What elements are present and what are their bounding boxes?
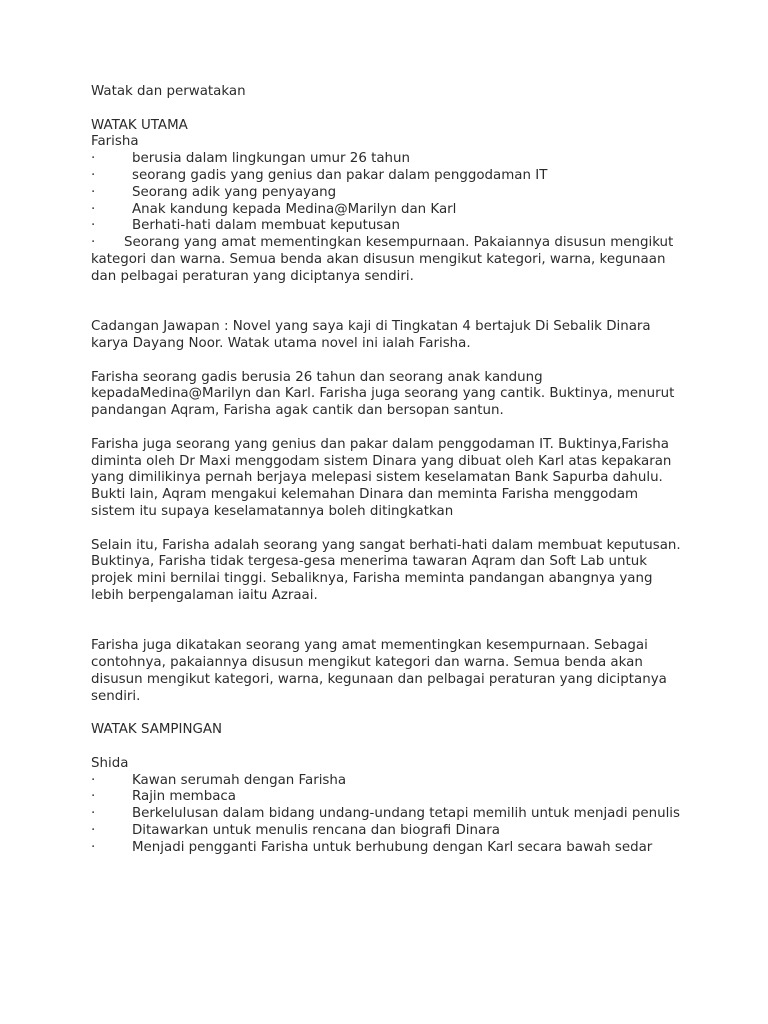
- list-item: [91, 235, 681, 285]
- side-character-name: Shida: [91, 755, 129, 771]
- body-paragraph: Farisha seorang gadis berusia 26 tahun dan seorang anak kandung kepadaMedina@Marilyn dan Karl. Farisha juga seorang yang cantik. Buktinya, menurut pandangan Aqram, Farisha agak cantik dan bersopan santun.: [91, 369, 675, 419]
- list-item-text: Berhati-hati dalam membuat keputusan: [132, 218, 400, 234]
- list-item: [91, 202, 691, 219]
- list-item-text: berusia dalam lingkungan umur 26 tahun: [132, 151, 411, 167]
- body-paragraph: Farisha juga dikatakan seorang yang amat mementingkan kesempurnaan. Sebagai contohnya, pakaiannya disusun mengikut kategori dan warna. Semua benda akan disusun mengikut kategori, warna, kegunaan dan pelbagai peraturan yang diciptanya sendiri.: [91, 638, 667, 704]
- list-item-text: seorang gadis yang genius dan pakar dalam penggodaman IT: [132, 167, 548, 183]
- bullet-symbol: ·: [91, 772, 96, 788]
- answer-intro-paragraph: Cadangan Jawapan : Novel yang saya kaji di Tingkatan 4 bertajuk Di Sebalik Dinara karya Dayang Noor. Watak utama novel ini ialah Farisha.: [91, 319, 651, 351]
- spacer: [91, 353, 691, 370]
- list-item-text: Rajin membaca: [132, 789, 236, 805]
- spacer: [91, 605, 691, 639]
- list-item-text: Seorang adik yang penyayang: [132, 184, 337, 200]
- bullet-symbol: ·: [91, 167, 96, 183]
- list-item: [91, 823, 691, 840]
- list-item: [91, 218, 691, 235]
- spacer: [91, 286, 691, 320]
- document-page: [91, 84, 691, 857]
- spacer: [91, 101, 691, 118]
- list-item: [91, 168, 691, 185]
- list-item-text: Seorang yang amat mementingkan kesempurnaan. Pakaiannya disusun mengikut kategori dan warna. Semua benda akan disusun mengikut kategori, warna, kegunaan dan pelbagai peraturan yang diciptanya sendiri.: [91, 235, 674, 284]
- main-character-name: Farisha: [91, 134, 139, 150]
- list-item: [91, 806, 681, 823]
- bullet-symbol: ·: [91, 839, 96, 855]
- list-item: [91, 185, 691, 202]
- list-item-text: Berkelulusan dalam bidang undang-undang tetapi memilih untuk menjadi penulis: [132, 806, 680, 822]
- main-characters-heading: WATAK UTAMA: [91, 117, 188, 133]
- body-paragraph: Farisha juga seorang yang genius dan pakar dalam penggodaman IT. Buktinya,Farisha diminta oleh Dr Maxi menggodam sistem Dinara yang dibuat oleh Karl atas kepakaran yang dimilikinya pernah berjaya melepasi sistem keselamatan Bank Sapurba dahulu. Bukti lain, Aqram mengakui kelemahan Dinara dan meminta Farisha menggodam sistem itu supaya keselamatannya boleh ditingkatkan: [91, 436, 672, 519]
- bullet-symbol: ·: [91, 235, 96, 251]
- list-item-text: Menjadi pengganti Farisha untuk berhubung dengan Karl secara bawah sedar: [132, 839, 653, 855]
- bullet-symbol: ·: [91, 201, 96, 217]
- spacer: [91, 705, 691, 722]
- body-paragraph: Selain itu, Farisha adalah seorang yang sangat berhati-hati dalam membuat keputusan. Buktinya, Farisha tidak tergesa-gesa menerima tawaran Aqram dan Soft Lab untuk projek mini bernilai tinggi. Sebaliknya, Farisha meminta pandangan abangnya yang lebih berpengalaman iaitu Azraai.: [91, 537, 681, 603]
- bullet-symbol: ·: [91, 218, 96, 234]
- spacer: [91, 739, 691, 756]
- bullet-symbol: ·: [91, 823, 96, 839]
- bullet-symbol: ·: [91, 806, 96, 822]
- main-character-traits-list: [91, 151, 691, 285]
- bullet-symbol: ·: [91, 184, 96, 200]
- spacer: [91, 521, 691, 538]
- spacer: [91, 420, 691, 437]
- list-item-text: Anak kandung kepada Medina@Marilyn dan Karl: [132, 201, 457, 217]
- list-item: [91, 151, 691, 168]
- list-item: [91, 789, 691, 806]
- list-item: [91, 773, 691, 790]
- bullet-symbol: ·: [91, 789, 96, 805]
- side-characters-heading: WATAK SAMPINGAN: [91, 722, 223, 738]
- list-item-text: Kawan serumah dengan Farisha: [132, 772, 347, 788]
- bullet-symbol: ·: [91, 151, 96, 167]
- side-character-traits-list: [91, 773, 691, 857]
- list-item: [91, 840, 681, 857]
- list-item-text: Ditawarkan untuk menulis rencana dan biografi Dinara: [132, 823, 500, 839]
- document-title: Watak dan perwatakan: [91, 84, 246, 99]
